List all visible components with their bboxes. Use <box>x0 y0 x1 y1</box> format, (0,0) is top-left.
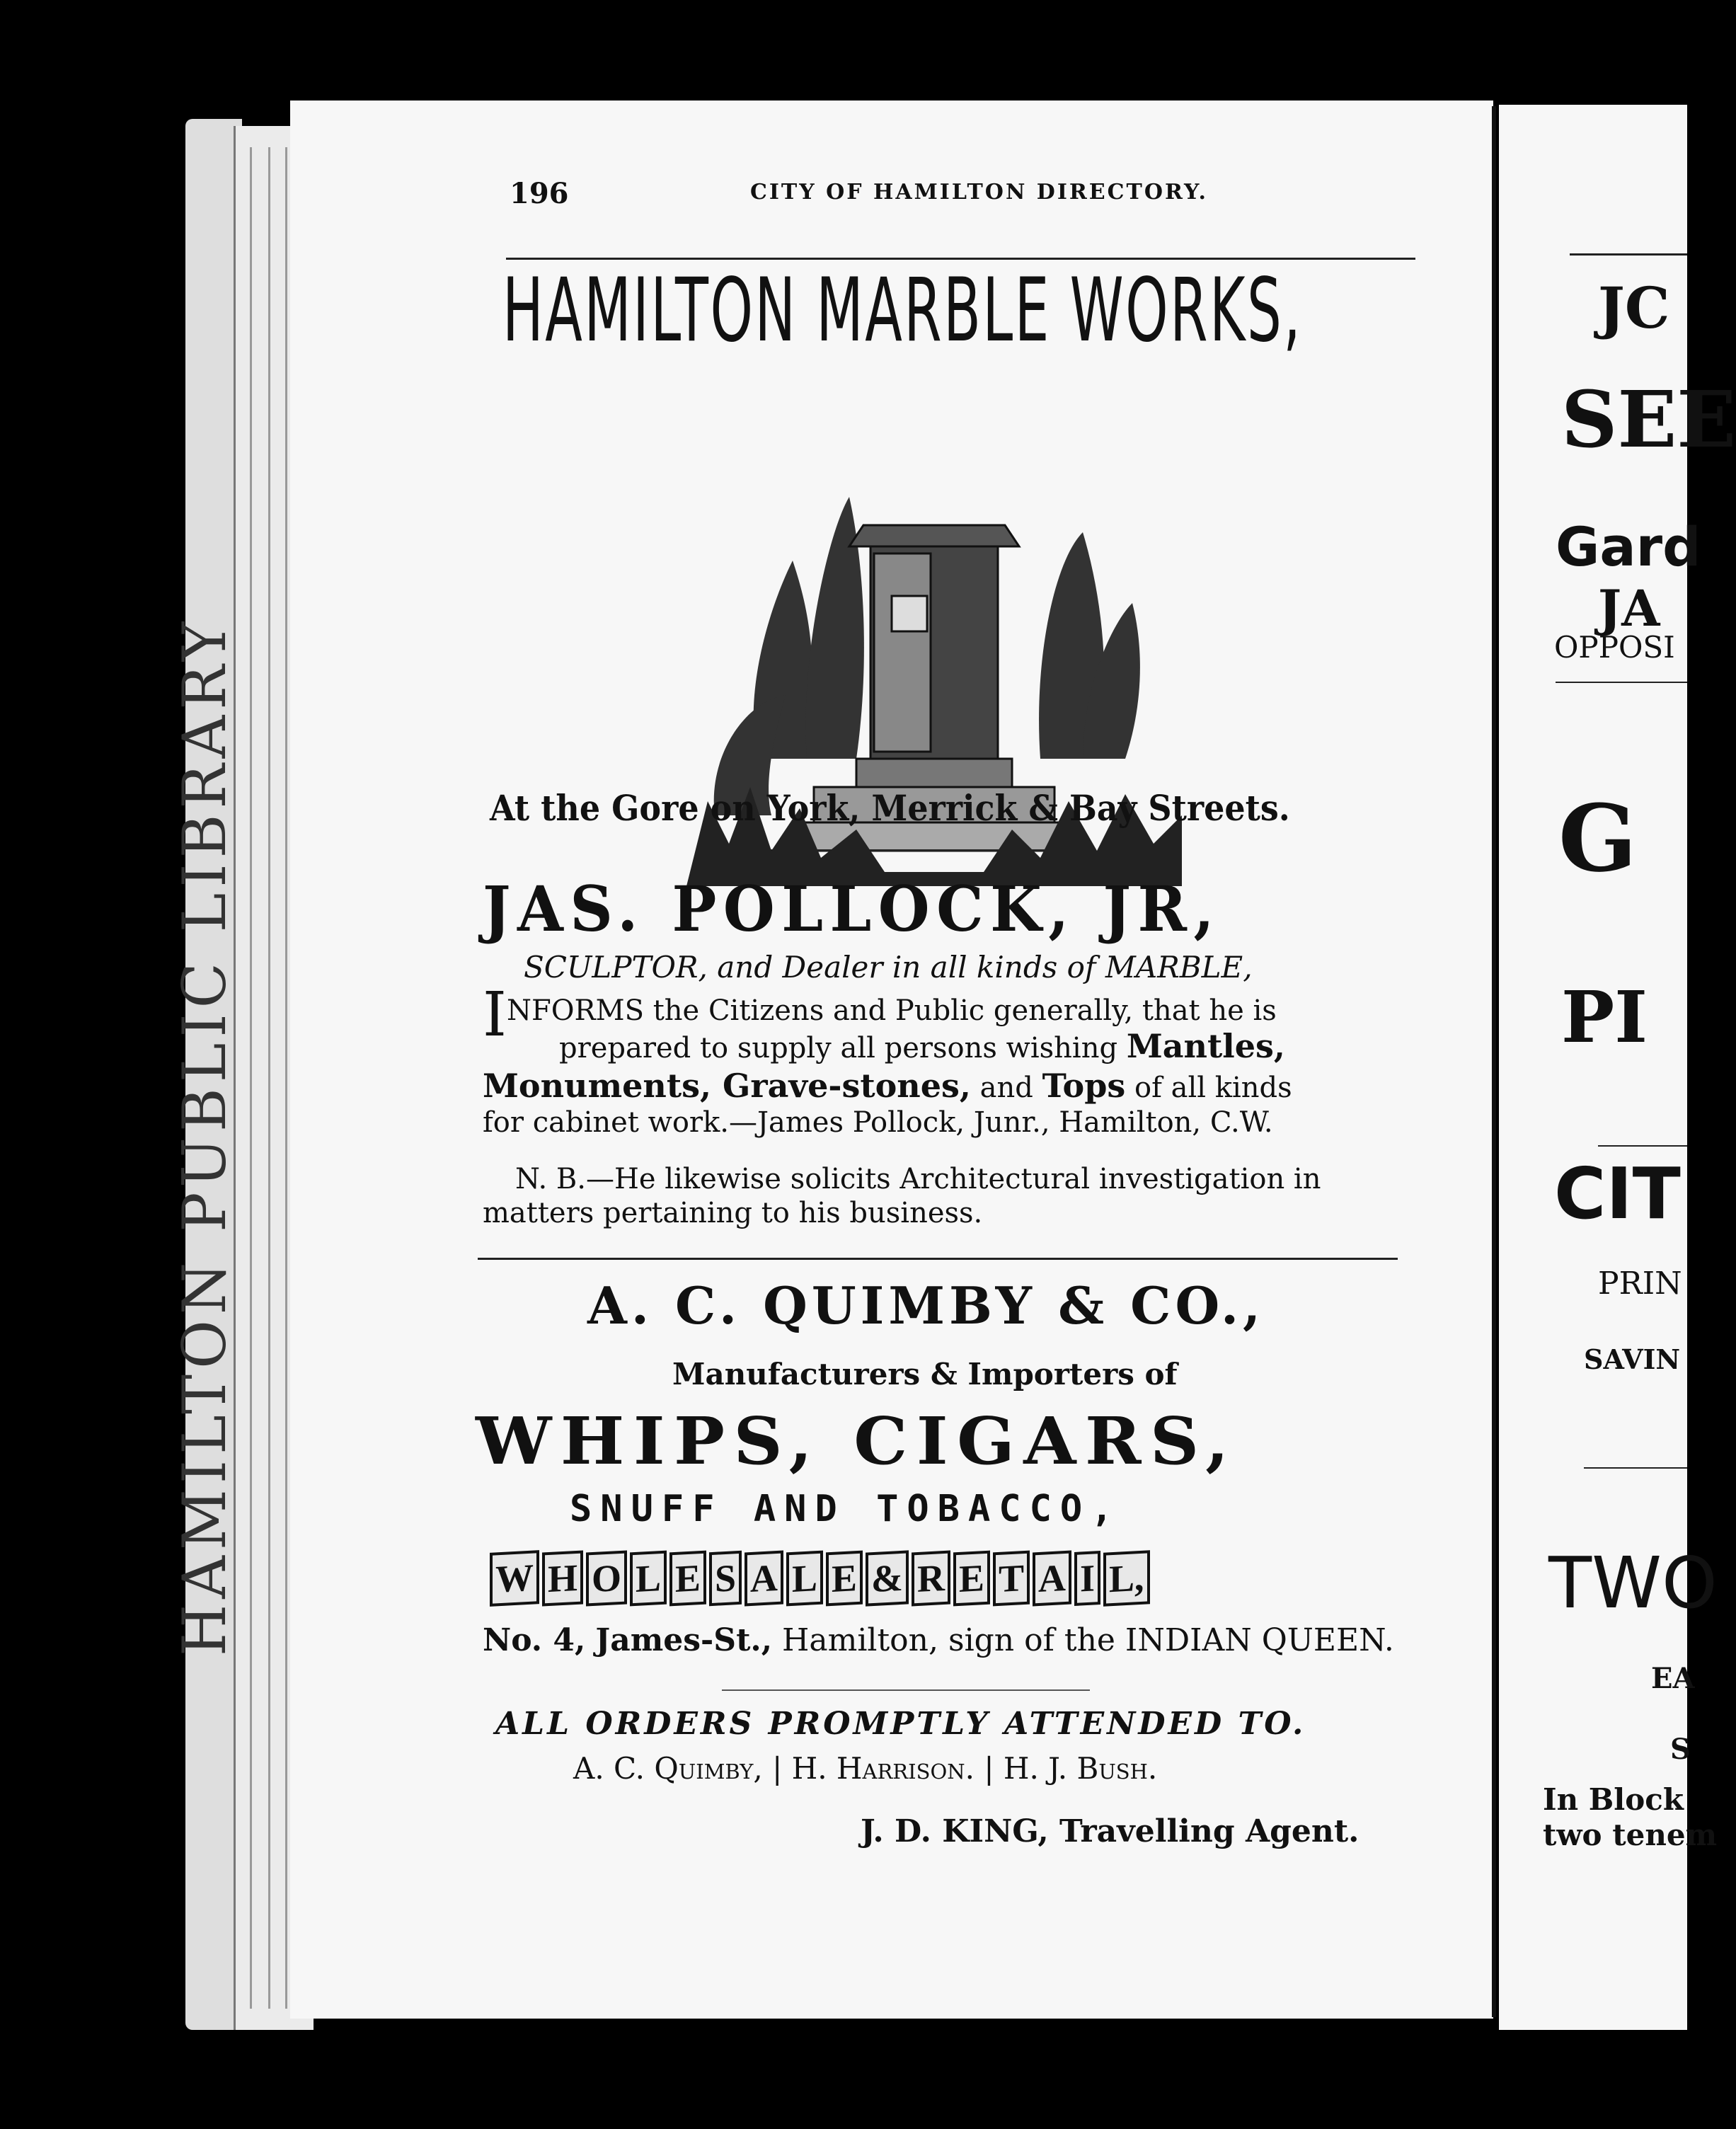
banner-letter: A <box>1033 1551 1071 1607</box>
travelling-agent: J. D. KING, Travelling Agent. <box>861 1813 1360 1849</box>
library-stamp: HAMILTON PUBLIC LIBRARY <box>170 616 239 1656</box>
ad-text-bold: Monuments, Grave-stones, <box>483 1067 971 1105</box>
ad-text-bold: Tops <box>1042 1067 1126 1105</box>
banner-letter: E <box>953 1551 990 1607</box>
facing-text: Gard <box>1556 515 1701 578</box>
quimby-products: WHIPS, CIGARS, <box>476 1403 1238 1479</box>
quimby-manufacturers: Manufacturers & Importers of <box>672 1357 1178 1391</box>
marble-works-title: HAMILTON MARBLE WORKS, <box>502 260 1303 362</box>
banner-letter: I <box>1074 1551 1100 1606</box>
facing-rule <box>1570 253 1687 256</box>
address-street: James-St., <box>595 1622 773 1658</box>
facing-text: OPPOSI <box>1554 630 1675 665</box>
banner-letter: E <box>826 1551 863 1607</box>
facing-page <box>1499 105 1736 2030</box>
banner-letter: L, <box>1103 1550 1150 1606</box>
ad-text-line-4: for cabinet work.—James Pollock, Junr., Hamilton, C.W. <box>483 1106 1273 1139</box>
drop-cap: I <box>483 980 507 1050</box>
facing-text: In Block <box>1543 1782 1684 1817</box>
banner-letter: T <box>993 1551 1030 1607</box>
facing-rule <box>1556 682 1687 683</box>
quimby-firm-name: A. C. QUIMBY & CO., <box>587 1275 1265 1336</box>
banner-letter: E <box>669 1551 706 1607</box>
wholesale-retail-banner <box>490 1551 1353 1615</box>
ornament-rule <box>757 849 1083 851</box>
banner-letter: L <box>630 1551 667 1607</box>
ad-text: of all kinds <box>1134 1072 1292 1104</box>
directory-page <box>290 101 1493 2019</box>
proprietor-name: JAS. POLLOCK, JR, <box>483 872 1221 946</box>
address-number: No. 4, <box>483 1622 586 1658</box>
page-gutter <box>1492 106 1496 2017</box>
facing-rule <box>1584 1467 1687 1469</box>
page-edge-line <box>285 147 287 2009</box>
banner-letter: W <box>490 1550 539 1607</box>
ad-text-bold: Mantles, <box>1126 1027 1285 1065</box>
partner-name: A. C. Quimby, <box>573 1751 763 1786</box>
dotted-rule <box>722 1689 1090 1691</box>
address-rest: Hamilton, sign of the INDIAN QUEEN. <box>782 1622 1394 1658</box>
facing-text: SAVIN <box>1584 1343 1681 1375</box>
page-edge-line <box>250 147 252 2009</box>
facing-text: CIT <box>1554 1152 1681 1235</box>
ad-text: and <box>979 1072 1033 1104</box>
partners-line: A. C. Quimby, | H. Harrison. | H. J. Bush. <box>573 1751 1158 1786</box>
quimby-products-2: SNUFF AND TOBACCO, <box>570 1488 1122 1530</box>
banner-letter: & <box>866 1550 909 1606</box>
banner-letter: R <box>912 1551 950 1607</box>
facing-text: PRIN <box>1598 1266 1682 1302</box>
banner-letter: O <box>586 1550 627 1606</box>
nb-line-2: matters pertaining to his business. <box>483 1197 983 1229</box>
banner-letter: A <box>745 1551 783 1607</box>
ad-text: prepared to supply all persons wishing <box>559 1032 1118 1064</box>
facing-text: EA <box>1651 1662 1695 1695</box>
banner-letter: L <box>786 1551 823 1607</box>
facing-text: TWO <box>1548 1542 1718 1624</box>
facing-rule <box>1598 1145 1687 1147</box>
proprietor-trade: SCULPTOR, and Dealer in all kinds of MARBLE, <box>524 950 1253 985</box>
facing-text: two tenem <box>1543 1818 1718 1852</box>
banner-letter: H <box>542 1550 583 1606</box>
facing-text: JA <box>1598 579 1660 638</box>
page-edge-line <box>268 147 270 2009</box>
page-number: 196 <box>510 177 569 210</box>
facing-text: S <box>1670 1733 1691 1766</box>
nb-line-1: N. B.—He likewise solicits Architectural investigation in <box>515 1163 1321 1195</box>
section-rule <box>478 1258 1398 1260</box>
facing-text: JC <box>1598 275 1670 341</box>
ad-text: NFORMS the Citizens and Public generally, that he is <box>506 994 1277 1027</box>
running-head: CITY OF HAMILTON DIRECTORY. <box>750 180 1208 205</box>
facing-text: PI <box>1561 975 1648 1059</box>
facing-text: SEE <box>1561 374 1736 465</box>
ad-text-line-3 <box>483 1069 1292 1105</box>
facing-text: G <box>1558 784 1638 893</box>
partner-name: H. J. Bush. <box>1003 1751 1158 1786</box>
quimby-address <box>483 1622 1394 1658</box>
partner-name: H. Harrison. <box>791 1751 975 1786</box>
banner-letter: S <box>709 1551 742 1606</box>
orders-notice: ALL ORDERS PROMPTLY ATTENDED TO. <box>495 1706 1306 1742</box>
marble-works-location: At the Gore on York, Merrick & Bay Streets. <box>490 787 1290 829</box>
ad-text-line-2 <box>559 1029 1285 1065</box>
